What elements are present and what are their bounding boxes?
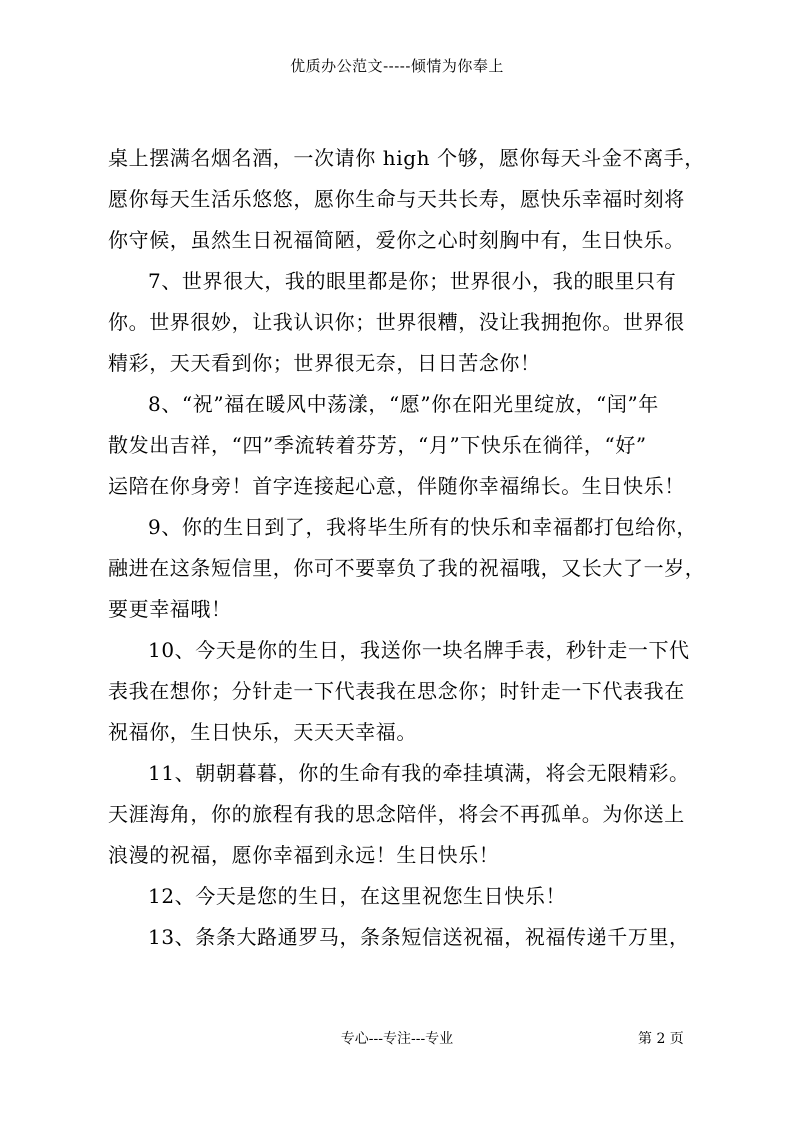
paragraph-11-start: 11、朝朝暮暮，你的生命有我的牵挂填满，将会无限精彩。 <box>148 761 690 785</box>
text-line: 你守候，虽然生日祝福简陋，爱你之心时刻胸中有，生日快乐。 <box>108 228 685 252</box>
paragraph-13-start: 13、条条大路通罗马，条条短信送祝福，祝福传递千万里， <box>148 925 690 949</box>
paragraph-9-start: 9、你的生日到了，我将毕生所有的快乐和幸福都打包给你， <box>148 515 697 539</box>
page-header: 优质办公范文-----倾情为你奉上 <box>290 57 504 75</box>
footer-motto: 专心---专注---专业 <box>340 1031 454 1047</box>
document-body <box>108 138 708 958</box>
text-line: 愿你每天生活乐悠悠，愿你生命与天共长寿，愿快乐幸福时刻将 <box>108 187 685 211</box>
text-line: 天涯海角，你的旅程有我的思念陪伴，将会不再孤单。为你送上 <box>108 802 685 826</box>
paragraph-8-start: 8、“祝”福在暖风中荡漾，“愿”你在阳光里绽放，“闰”年 <box>148 392 659 416</box>
paragraph-10-start: 10、今天是你的生日，我送你一块名牌手表，秒针走一下代 <box>148 638 690 662</box>
page-number: 第 2 页 <box>638 1031 684 1047</box>
paragraph-12: 12、今天是您的生日，在这里祝您生日快乐！ <box>148 884 567 908</box>
text-line: 祝福你，生日快乐，天天天幸福。 <box>108 720 417 744</box>
paragraph-7-start: 7、世界很大，我的眼里都是你；世界很小，我的眼里只有 <box>148 269 677 293</box>
text-line: 精彩，天天看到你；世界很无奈，日日苦念你！ <box>108 351 541 375</box>
text-line: 运陪在你身旁！首字连接起心意，伴随你幸福绵长。生日快乐！ <box>108 474 685 498</box>
text-line: 要更幸福哦！ <box>108 597 232 621</box>
text-line: 融进在这条短信里，你可不要辜负了我的祝福哦，又长大了一岁， <box>108 556 706 580</box>
text-line: 桌上摆满名烟名酒，一次请你 high 个够，愿你每天斗金不离手， <box>108 146 705 170</box>
text-line: 散发出吉祥，“四”季流转着芬芳，“月”下快乐在徜徉，“好” <box>108 433 647 457</box>
text-line: 你。世界很妙，让我认识你；世界很糟，没让我拥抱你。世界很 <box>108 310 685 334</box>
text-line: 浪漫的祝福，愿你幸福到永远！生日快乐！ <box>108 843 500 867</box>
text-line: 表我在想你；分针走一下代表我在思念你；时针走一下代表我在 <box>108 679 685 703</box>
